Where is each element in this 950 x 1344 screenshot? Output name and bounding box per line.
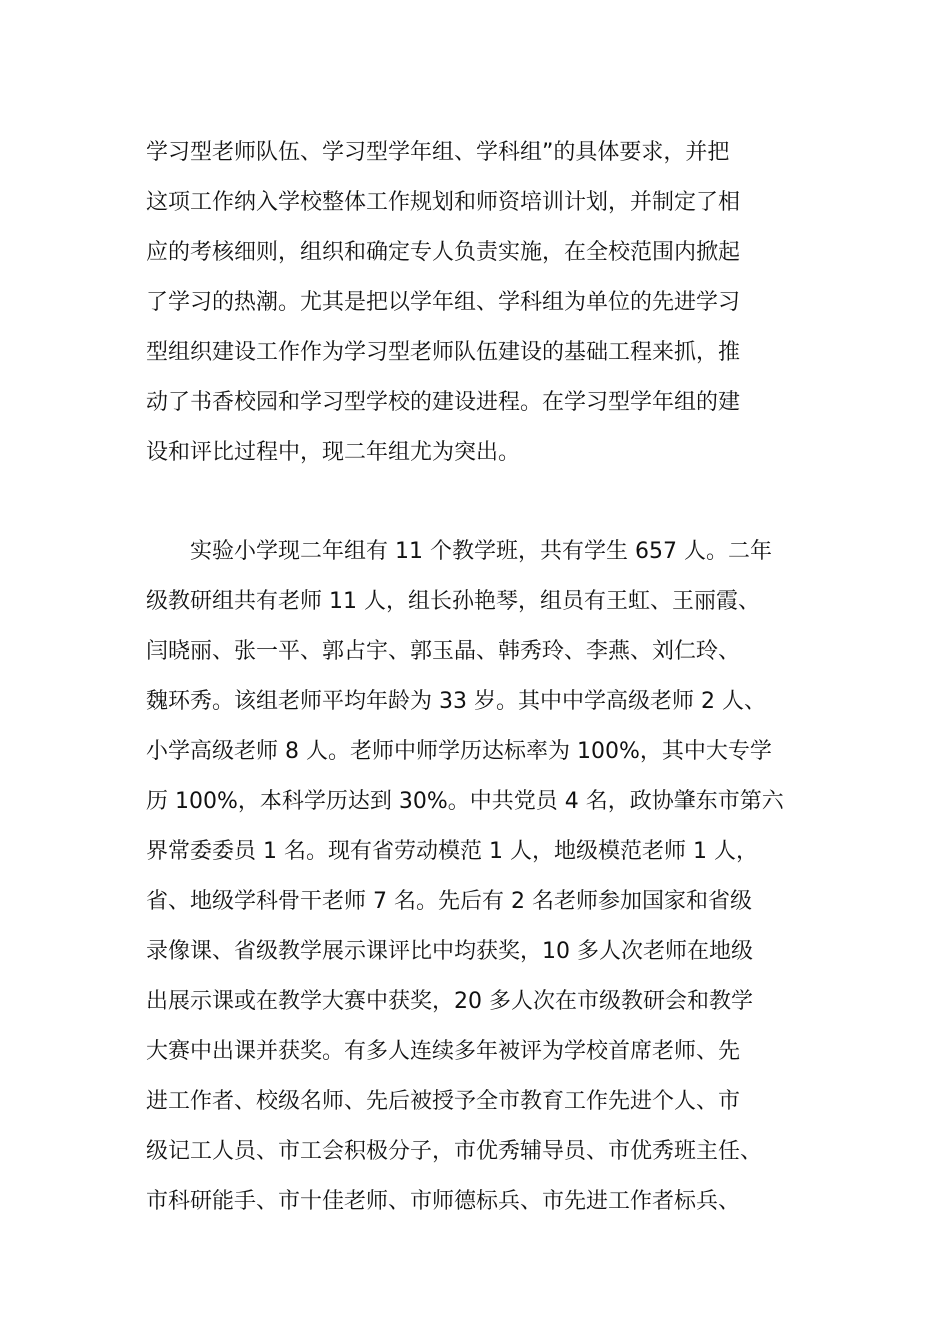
text-line: 动了书香校园和学习型学校的建设进程。在学习型学年组的建 [146, 390, 741, 415]
text-line: 了学习的热潮。尤其是把以学年组、学科组为单位的先进学习 [146, 290, 741, 315]
text-line: 大赛中出课并获奖。有多人连续多年被评为学校首席老师、先 [146, 1039, 741, 1064]
text-line: 级记工人员、市工会积极分子，市优秀辅导员、市优秀班主任、 [146, 1139, 763, 1164]
text-line: 这项工作纳入学校整体工作规划和师资培训计划，并制定了相 [146, 190, 741, 215]
text-line: 设和评比过程中，现二年组尤为突出。 [146, 440, 521, 465]
text-line: 市科研能手、市十佳老师、市师德标兵、市先进工作者标兵、 [146, 1189, 741, 1214]
text-line: 进工作者、校级名师、先后被授予全市教育工作先进个人、市 [146, 1089, 741, 1114]
text-line: 界常委委员 1 名。现有省劳动模范 1 人，地级模范老师 1 人， [146, 839, 758, 864]
text-line: 型组织建设工作作为学习型老师队伍建设的基础工程来抓，推 [146, 340, 741, 365]
text-line: 级教研组共有老师 11 人，组长孙艳琴，组员有王虹、王丽霞、 [146, 589, 760, 614]
text-line: 魏环秀。该组老师平均年龄为 33 岁。其中中学高级老师 2 人、 [146, 689, 766, 714]
text-line: 闫晓丽、张一平、郭占宇、郭玉晶、韩秀玲、李燕、刘仁玲、 [146, 639, 741, 664]
text-line: 出展示课或在教学大赛中获奖，20 多人次在市级教研会和教学 [146, 989, 753, 1014]
paragraph-1 [146, 128, 836, 478]
text-line: 应的考核细则，组织和确定专人负责实施，在全校范围内掀起 [146, 240, 741, 265]
text-line: 学习型老师队伍、学习型学年组、学科组”的具体要求，并把 [146, 140, 730, 165]
text-line: 历 100%，本科学历达到 30%。中共党员 4 名，政协肇东市第六 [146, 789, 784, 814]
paragraph-2 [146, 527, 836, 1227]
text-line: 录像课、省级教学展示课评比中均获奖，10 多人次老师在地级 [146, 939, 753, 964]
text-line: 实验小学现二年组有 11 个教学班，共有学生 657 人。二年 [146, 539, 772, 564]
text-line: 小学高级老师 8 人。老师中师学历达标率为 100%，其中大专学 [146, 739, 772, 764]
text-line: 省、地级学科骨干老师 7 名。先后有 2 名老师参加国家和省级 [146, 889, 752, 914]
